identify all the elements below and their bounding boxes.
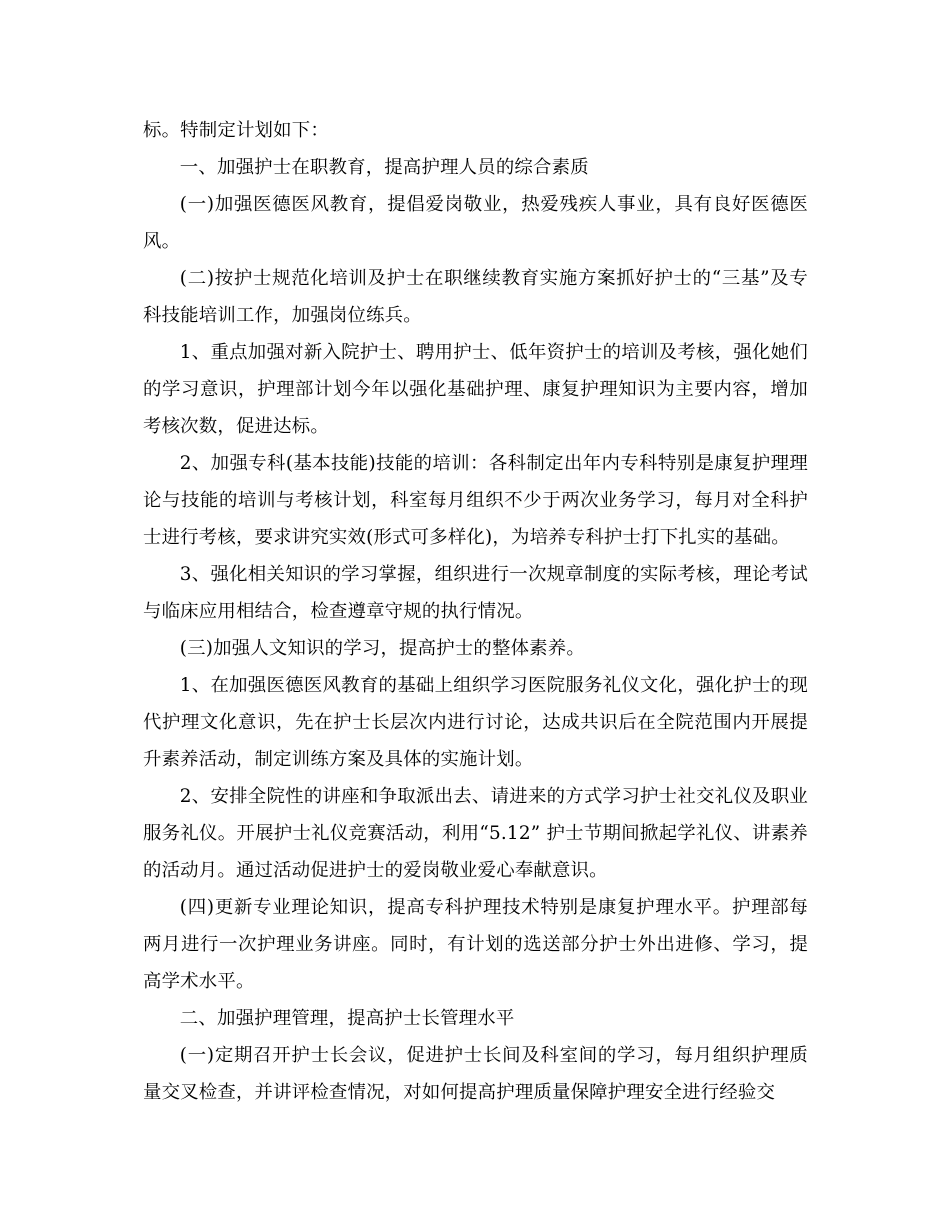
paragraph: 1、重点加强对新入院护士、聘用护士、低年资护士的培训及考核，强化她们的学习意识，护理部计划今年以强化基础护理、康复护理知识为主要内容，增加考核次数，促进达标。 [143, 342, 808, 437]
paragraph: (四)更新专业理论知识，提高专科护理技术特别是康复护理水平。护理部每两月进行一次护理业务讲座。同时，有计划的选送部分护士外出进修、学习，提高学术水平。 [143, 897, 808, 992]
paragraph: 2、安排全院性的讲座和争取派出去、请进来的方式学习护士社交礼仪及职业服务礼仪。开展护士礼仪竞赛活动，利用“5.12” 护士节期间掀起学礼仪、讲素养的活动月。通过活动促进护士的爱岗敬业爱心奉献意识。 [143, 786, 808, 881]
paragraph: (一)定期召开护士长会议，促进护士长间及科室间的学习，每月组织护理质量交叉检查，并讲评检查情况，对如何提高护理质量保障护理安全进行经验交 [143, 1045, 808, 1103]
document-body [143, 112, 808, 1111]
paragraph: 2、加强专科(基本技能)技能的培训：各科制定出年内专科特别是康复护理理论与技能的培训与考核计划，科室每月组织不少于两次业务学习，每月对全科护士进行考核，要求讲究实效(形式可多样化)，为培养专科护士打下扎实的基础。 [143, 453, 808, 548]
section-heading: 一、加强护士在职教育，提高护理人员的综合素质 [179, 157, 589, 178]
paragraph: 1、在加强医德医风教育的基础上组织学习医院服务礼仪文化，强化护士的现代护理文化意识，先在护士长层次内进行讨论，达成共识后在全院范围内开展提升素养活动，制定训练方案及具体的实施计划。 [143, 675, 808, 770]
section-heading: 二、加强护理管理，提高护士长管理水平 [179, 1008, 515, 1029]
paragraph: (三)加强人文知识的学习，提高护士的整体素养。 [179, 638, 585, 659]
paragraph: (二)按护士规范化培训及护士在职继续教育实施方案抓好护士的“三基”及专科技能培训工作，加强岗位练兵。 [143, 268, 808, 326]
paragraph: 3、强化相关知识的学习掌握，组织进行一次规章制度的实际考核，理论考试与临床应用相结合，检查遵章守规的执行情况。 [143, 564, 808, 622]
paragraph: (一)加强医德医风教育，提倡爱岗敬业，热爱残疾人事业，具有良好医德医风。 [143, 194, 808, 252]
paragraph: 标。特制定计划如下： [143, 120, 329, 141]
